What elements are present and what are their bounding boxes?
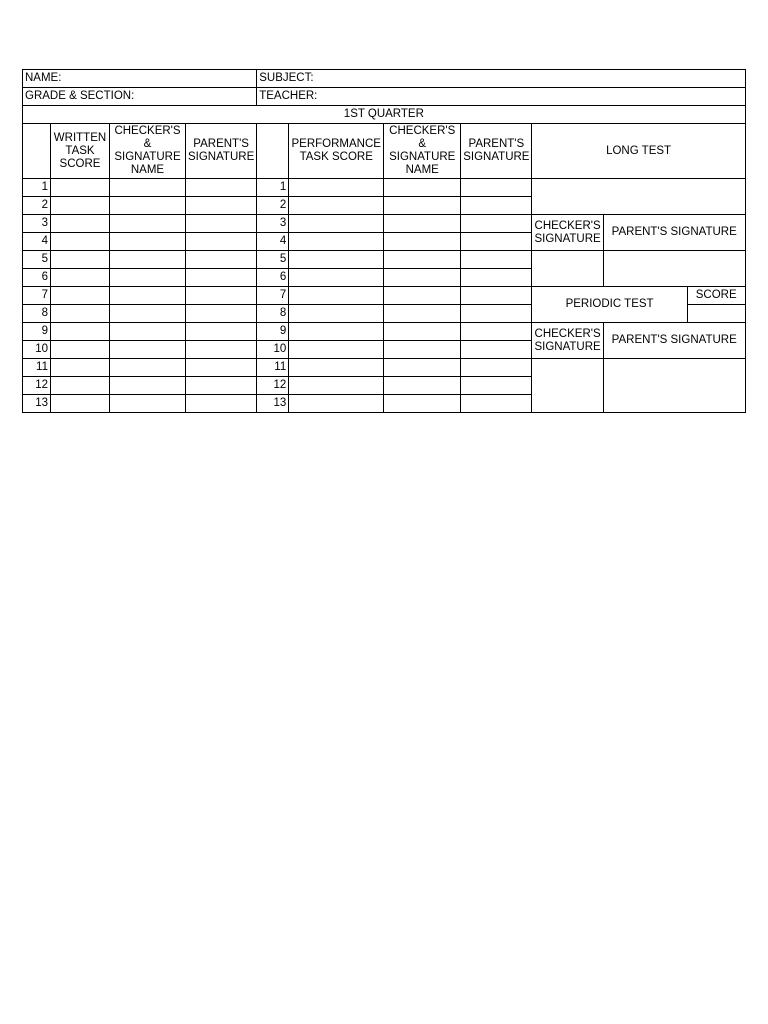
checker-signature-cell[interactable] (384, 305, 461, 323)
parent-signature-cell[interactable] (461, 323, 532, 341)
checker-signature-cell[interactable] (110, 341, 186, 359)
parent-signature-cell[interactable] (186, 251, 257, 269)
parent-signature-cell[interactable] (186, 197, 257, 215)
checker-signature-cell[interactable] (384, 269, 461, 287)
periodic-test-score-cell[interactable] (687, 305, 745, 323)
periodic-checker-signature-cell[interactable] (532, 359, 603, 413)
performance-task-score-cell[interactable] (289, 251, 384, 269)
row-number: 4 (23, 233, 51, 251)
parent-signature-cell[interactable] (461, 215, 532, 233)
parent-signature-cell[interactable] (186, 233, 257, 251)
checker-signature-cell[interactable] (110, 377, 186, 395)
row-number: 4 (257, 233, 289, 251)
row-number: 1 (257, 179, 289, 197)
periodic-parent-signature-label: PARENT'S SIGNATURE (603, 323, 745, 359)
parent-signature-header-1: PARENT'S SIGNATURE (186, 124, 257, 179)
performance-task-score-header: PERFORMANCE TASK SCORE (289, 124, 384, 179)
parent-signature-cell[interactable] (461, 251, 532, 269)
checker-signature-cell[interactable] (110, 197, 186, 215)
row-number: 6 (257, 269, 289, 287)
row-number: 11 (257, 359, 289, 377)
long-test-parent-signature-label: PARENT'S SIGNATURE (603, 215, 745, 251)
subject-field[interactable]: SUBJECT: (257, 70, 745, 88)
checker-signature-cell[interactable] (110, 359, 186, 377)
row-number: 10 (257, 341, 289, 359)
parent-signature-cell[interactable] (186, 323, 257, 341)
checker-signature-cell[interactable] (110, 287, 186, 305)
parent-signature-cell[interactable] (186, 305, 257, 323)
checker-signature-cell[interactable] (384, 251, 461, 269)
written-task-score-cell[interactable] (51, 197, 110, 215)
row-number: 2 (257, 197, 289, 215)
written-task-score-cell[interactable] (51, 233, 110, 251)
checker-signature-cell[interactable] (384, 233, 461, 251)
row-number: 1 (23, 179, 51, 197)
checker-signature-cell[interactable] (110, 179, 186, 197)
written-task-score-cell[interactable] (51, 323, 110, 341)
performance-task-score-cell[interactable] (289, 341, 384, 359)
parent-signature-cell[interactable] (186, 269, 257, 287)
written-task-score-cell[interactable] (51, 251, 110, 269)
name-field[interactable]: NAME: (23, 70, 257, 88)
performance-task-score-cell[interactable] (289, 323, 384, 341)
checker-signature-cell[interactable] (110, 215, 186, 233)
written-task-score-cell[interactable] (51, 377, 110, 395)
parent-signature-cell[interactable] (461, 341, 532, 359)
score-label: SCORE (687, 287, 745, 305)
checker-signature-cell[interactable] (384, 341, 461, 359)
checker-signature-cell[interactable] (110, 395, 186, 413)
parent-signature-cell[interactable] (461, 377, 532, 395)
long-test-score-cell[interactable] (532, 179, 745, 215)
long-test-header: LONG TEST (532, 124, 745, 179)
performance-task-score-cell[interactable] (289, 287, 384, 305)
performance-task-score-cell[interactable] (289, 305, 384, 323)
grade-section-field[interactable]: GRADE & SECTION: (23, 88, 257, 106)
checker-signature-name-header-2: CHECKER'S & SIGNATURE NAME (384, 124, 461, 179)
written-task-score-cell[interactable] (51, 341, 110, 359)
parent-signature-cell[interactable] (186, 359, 257, 377)
checker-signature-cell[interactable] (110, 251, 186, 269)
written-task-score-cell[interactable] (51, 287, 110, 305)
periodic-checker-signature-label: CHECKER'S SIGNATURE (532, 323, 603, 359)
row-number: 9 (257, 323, 289, 341)
row-number: 8 (257, 305, 289, 323)
parent-signature-cell[interactable] (461, 305, 532, 323)
row-number: 2 (23, 197, 51, 215)
row-number: 9 (23, 323, 51, 341)
long-test-parent-signature-cell[interactable] (603, 251, 745, 287)
quarter-score-sheet (22, 69, 746, 413)
performance-task-score-cell[interactable] (289, 377, 384, 395)
long-test-checker-signature-cell[interactable] (532, 251, 603, 287)
checker-signature-cell[interactable] (384, 359, 461, 377)
row-number: 3 (23, 215, 51, 233)
checker-signature-cell[interactable] (110, 323, 186, 341)
checker-signature-cell[interactable] (384, 395, 461, 413)
checker-signature-cell[interactable] (384, 323, 461, 341)
row-number: 13 (257, 395, 289, 413)
periodic-test-label: PERIODIC TEST (532, 287, 687, 323)
row-number: 10 (23, 341, 51, 359)
checker-signature-cell[interactable] (384, 179, 461, 197)
parent-signature-cell[interactable] (186, 179, 257, 197)
performance-task-score-cell[interactable] (289, 395, 384, 413)
row-number: 12 (257, 377, 289, 395)
performance-task-score-cell[interactable] (289, 179, 384, 197)
checker-signature-cell[interactable] (384, 197, 461, 215)
written-task-score-cell[interactable] (51, 179, 110, 197)
parent-signature-cell[interactable] (461, 233, 532, 251)
row-number: 8 (23, 305, 51, 323)
number-header-2 (257, 124, 289, 179)
parent-signature-cell[interactable] (461, 359, 532, 377)
checker-signature-cell[interactable] (110, 269, 186, 287)
checker-signature-cell[interactable] (384, 215, 461, 233)
parent-signature-cell[interactable] (186, 395, 257, 413)
row-number: 12 (23, 377, 51, 395)
written-task-score-cell[interactable] (51, 305, 110, 323)
parent-signature-cell[interactable] (461, 179, 532, 197)
row-number: 7 (257, 287, 289, 305)
row-number: 13 (23, 395, 51, 413)
periodic-parent-signature-cell[interactable] (603, 359, 745, 413)
parent-signature-cell[interactable] (461, 197, 532, 215)
row-number: 6 (23, 269, 51, 287)
checker-signature-cell[interactable] (384, 287, 461, 305)
parent-signature-cell[interactable] (461, 395, 532, 413)
written-task-score-cell[interactable] (51, 395, 110, 413)
written-task-score-cell[interactable] (51, 359, 110, 377)
written-task-score-header: WRITTEN TASK SCORE (51, 124, 110, 179)
performance-task-score-cell[interactable] (289, 359, 384, 377)
parent-signature-cell[interactable] (461, 287, 532, 305)
checker-signature-name-header-1: CHECKER'S & SIGNATURE NAME (110, 124, 186, 179)
row-number: 3 (257, 215, 289, 233)
row-number: 5 (23, 251, 51, 269)
checker-signature-cell[interactable] (110, 233, 186, 251)
performance-task-score-cell[interactable] (289, 269, 384, 287)
performance-task-score-cell[interactable] (289, 197, 384, 215)
parent-signature-cell[interactable] (186, 377, 257, 395)
number-header-1 (23, 124, 51, 179)
checker-signature-cell[interactable] (110, 305, 186, 323)
row-number: 11 (23, 359, 51, 377)
performance-task-score-cell[interactable] (289, 215, 384, 233)
parent-signature-cell[interactable] (461, 269, 532, 287)
teacher-field[interactable]: TEACHER: (257, 88, 745, 106)
checker-signature-cell[interactable] (384, 377, 461, 395)
quarter-title: 1ST QUARTER (23, 106, 746, 124)
row-number: 5 (257, 251, 289, 269)
parent-signature-cell[interactable] (186, 215, 257, 233)
parent-signature-cell[interactable] (186, 287, 257, 305)
long-test-checker-signature-label: CHECKER'S SIGNATURE (532, 215, 603, 251)
written-task-score-cell[interactable] (51, 215, 110, 233)
parent-signature-header-2: PARENT'S SIGNATURE (461, 124, 532, 179)
performance-task-score-cell[interactable] (289, 233, 384, 251)
row-number: 7 (23, 287, 51, 305)
parent-signature-cell[interactable] (186, 341, 257, 359)
written-task-score-cell[interactable] (51, 269, 110, 287)
